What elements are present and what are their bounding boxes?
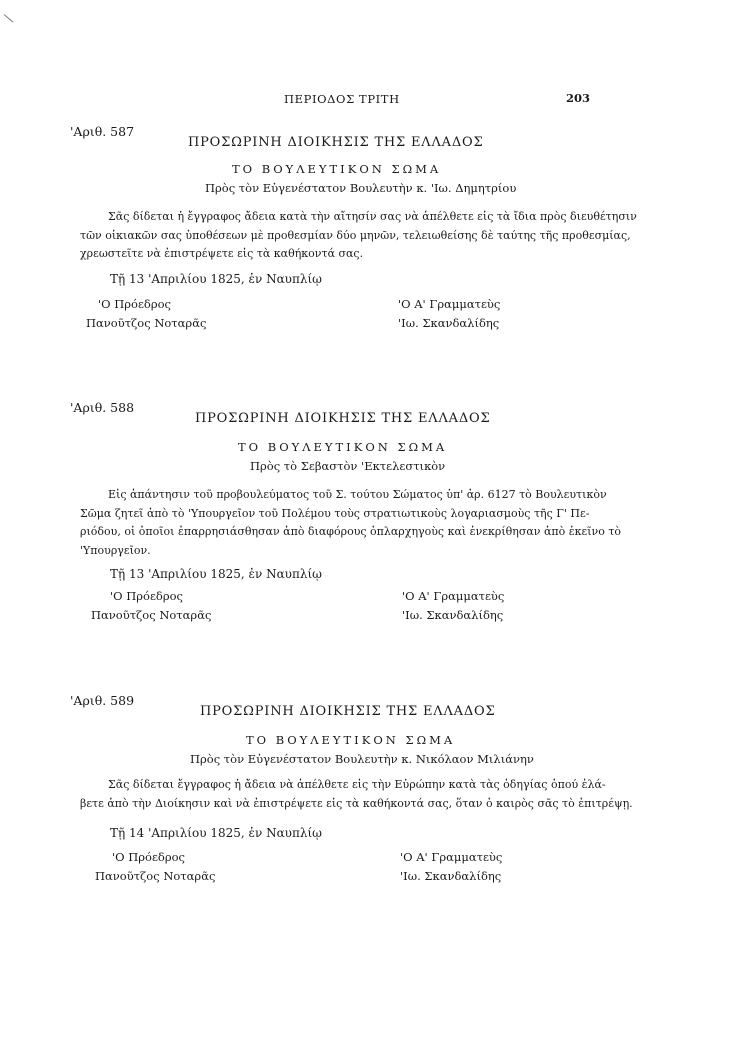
document-body [80, 208, 637, 264]
document-number: 'Αριθ. 589 [70, 693, 135, 708]
body-line: Σᾶς δίδεται ἔγγραφος ἡ ἄδεια νὰ ἀπέλθετε εἰς τὴν Εὐρώπην κατὰ τὰς ὁδηγίας ὁπού ἐλά- [108, 778, 606, 791]
signature-right-title: 'Ο Α' Γραμματεὺς [402, 589, 505, 603]
running-head: ΠΕΡΙΟΔΟΣ ΤΡΙΤΗ [284, 92, 400, 106]
document-date: Τῇ 13 'Απριλίου 1825, ἐν Ναυπλίῳ [110, 272, 322, 286]
document-subheading: ΤΟ ΒΟΥΛΕΥΤΙΚΟΝ ΣΩΜΑ [232, 162, 442, 176]
document-addressee: Πρὸς τὸν Εὐγενέστατον Βουλευτὴν κ. Νικόλαον Μιλιάνην [190, 752, 534, 766]
body-line: Εἰς ἀπάντησιν τοῦ προβουλεύματος τοῦ Σ. τούτου Σώματος ὑπ' ἀρ. 6127 τὸ Βουλευτικὸν [108, 488, 607, 501]
signature-right-title: 'Ο Α' Γραμματεὺς [398, 297, 501, 311]
body-line: Σᾶς δίδεται ἡ ἔγγραφος ἄδεια κατὰ τὴν αἴτησίν σας νὰ ἀπέλθετε εἰς τὰ ἴδια πρὸς διευθέτησιν [108, 210, 637, 223]
document-number: 'Αριθ. 588 [70, 400, 135, 415]
signature-left-title: 'Ο Πρόεδρος [112, 850, 185, 864]
document-heading: ΠΡΟΣΩΡΙΝΗ ΔΙΟΙΚΗΣΙΣ ΤΗΣ ΕΛΛΑΔΟΣ [195, 411, 491, 426]
signature-left-name: Πανοῦτζος Νοταρᾶς [95, 869, 216, 883]
signature-right-name: 'Ιω. Σκανδαλίδης [400, 869, 502, 883]
body-line: βετε ἀπὸ τὴν Διοίκησιν καὶ νὰ ἐπιστρέψετε εἰς τὰ καθήκοντά σας, ὅταν ὁ καιρὸς σᾶς τὸ ἐπιτρέψῃ. [80, 796, 633, 810]
document-addressee: Πρὸς τὸ Σεβαστὸν 'Εκτελεστικὸν [250, 459, 446, 473]
body-line: 'Υπουργεῖον. [80, 543, 151, 557]
document-body [80, 486, 621, 560]
document-body [80, 776, 633, 813]
document-date: Τῇ 14 'Απριλίου 1825, ἐν Ναυπλίῳ [110, 826, 322, 840]
document-number: 'Αριθ. 587 [70, 124, 135, 139]
body-line: ριόδου, οἱ ὁποῖοι ἐπαρρησιάσθησαν ἀπὸ διαφόρους ὁπλαρχηγοὺς καὶ ἐνεκρίθησαν ἀπὸ ἐκεῖνο τὸ [80, 525, 622, 538]
body-line: τῶν οἰκιακῶν σας ὑποθέσεων μὲ προθεσμίαν δύο μηνῶν, τελειωθείσης δὲ ταύτης τῆς προθεσμίας, [80, 228, 631, 242]
signature-left-name: Πανοῦτζος Νοταρᾶς [86, 316, 207, 330]
document-addressee: Πρὸς τὸν Εὐγενέστατον Βουλευτὴν κ. 'Ιω. Δημητρίου [205, 181, 517, 195]
document-heading: ΠΡΟΣΩΡΙΝΗ ΔΙΟΙΚΗΣΙΣ ΤΗΣ ΕΛΛΑΔΟΣ [188, 135, 484, 150]
signature-left-name: Πανοῦτζος Νοταρᾶς [91, 608, 212, 622]
signature-right-name: 'Ιω. Σκανδαλίδης [398, 316, 500, 330]
scan-corner-mark [4, 14, 14, 22]
signature-right-name: 'Ιω. Σκανδαλίδης [402, 608, 504, 622]
body-line: χρεωστεῖτε νὰ ἐπιστρέψετε εἰς τὰ καθήκοντά σας. [80, 247, 364, 260]
document-subheading: ΤΟ ΒΟΥΛΕΥΤΙΚΟΝ ΣΩΜΑ [246, 733, 456, 747]
document-date: Τῇ 13 'Απριλίου 1825, ἐν Ναυπλίῳ [110, 567, 322, 581]
page-number: 203 [566, 91, 591, 105]
signature-right-title: 'Ο Α' Γραμματεὺς [400, 850, 503, 864]
body-line: Σῶμα ζητεῖ ἀπὸ τὸ 'Υπουργεῖον τοῦ Πολέμου τοὺς στρατιωτικοὺς λογαριασμοὺς τῆς Γ' Πε- [80, 506, 590, 520]
document-heading: ΠΡΟΣΩΡΙΝΗ ΔΙΟΙΚΗΣΙΣ ΤΗΣ ΕΛΛΑΔΟΣ [200, 704, 496, 719]
document-subheading: ΤΟ ΒΟΥΛΕΥΤΙΚΟΝ ΣΩΜΑ [238, 440, 448, 454]
signature-left-title: 'Ο Πρόεδρος [98, 297, 171, 311]
signature-left-title: 'Ο Πρόεδρος [110, 589, 183, 603]
